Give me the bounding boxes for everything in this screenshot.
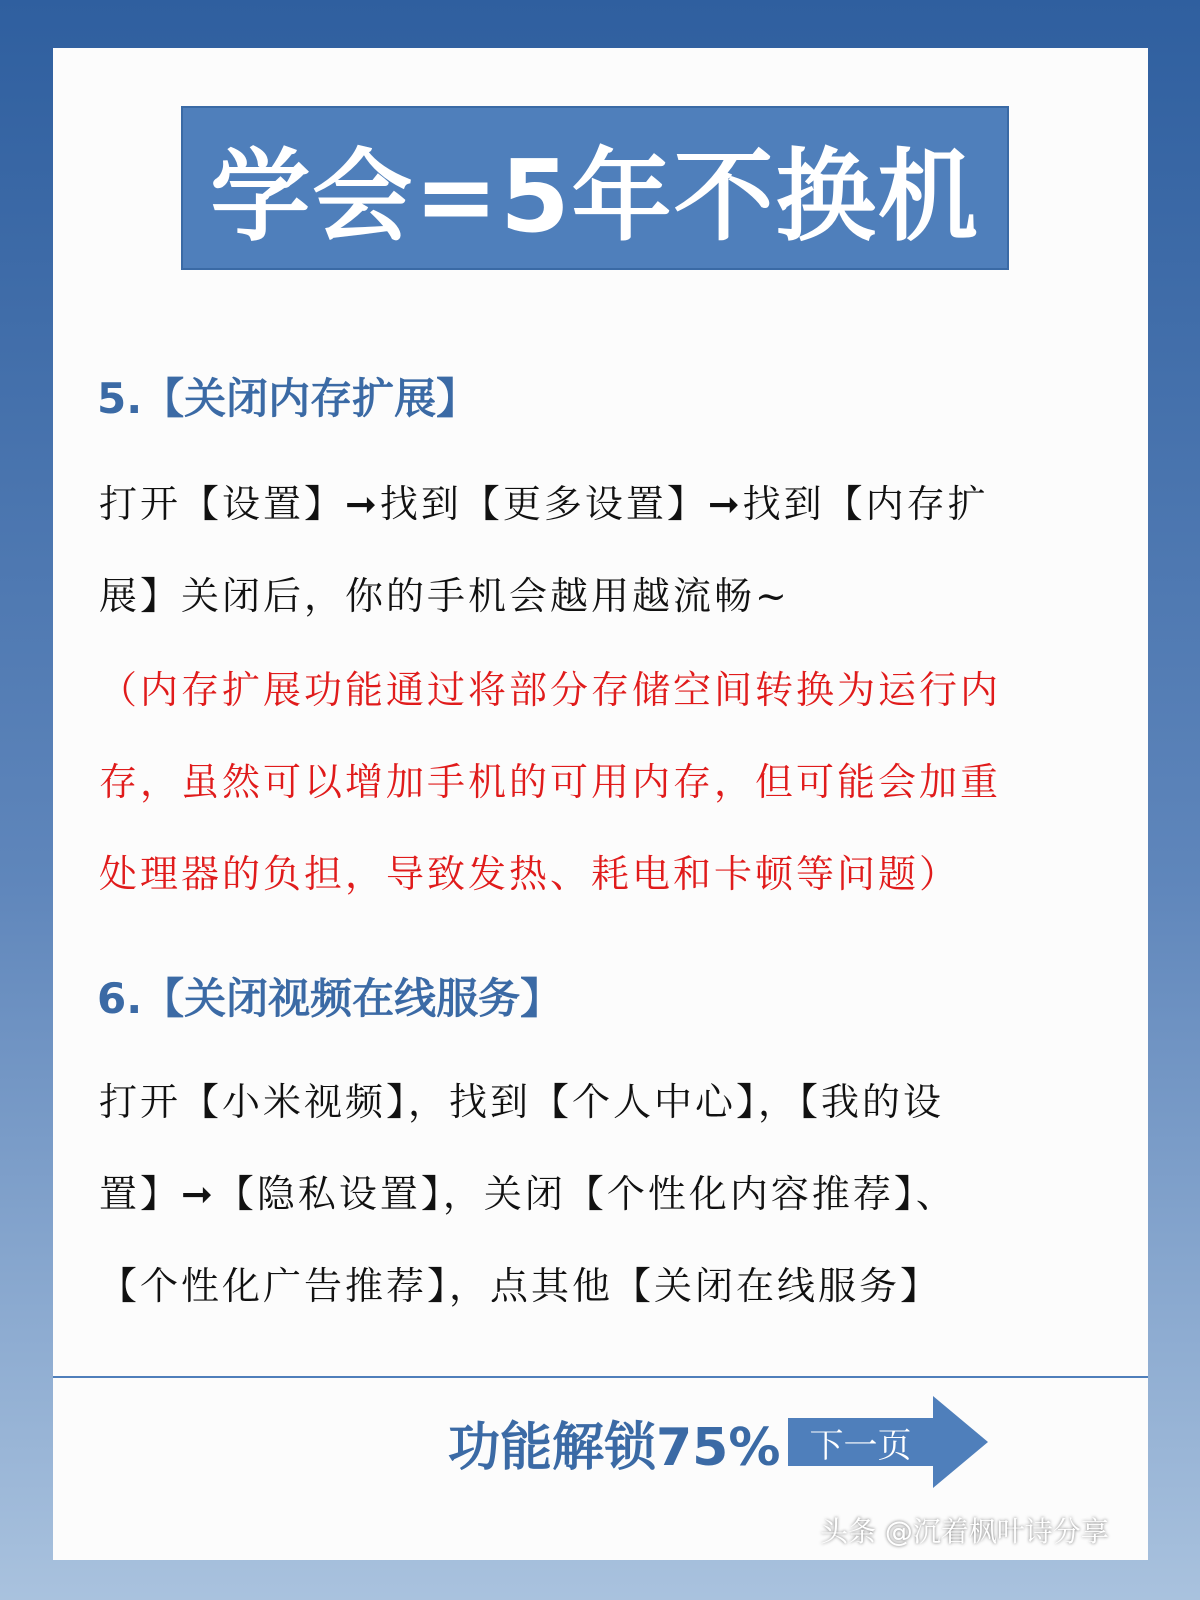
section-5-note-line: 处理器的负担，导致发热、耗电和卡顿等问题） xyxy=(99,852,961,896)
section-6-body-line: 打开【小米视频】，找到【个人中心】，【我的设 xyxy=(99,1080,945,1124)
page-title: 学会=5年不换机 xyxy=(210,138,980,255)
watermark: 头条 @沉着枫叶诗分享 xyxy=(820,1515,1109,1548)
unlock-progress-label: 功能解锁75% xyxy=(448,1418,781,1478)
section-5-note-line: 存，虽然可以增加手机的可用内存，但可能会加重 xyxy=(99,760,1002,804)
section-6-body-line: 置】➞【隐私设置】，关闭【个性化内容推荐】、 xyxy=(99,1172,957,1216)
section-6-body xyxy=(99,1056,1099,1332)
section-5-body xyxy=(99,458,1099,642)
section-6-heading: 6.【关闭视频在线服务】 xyxy=(97,974,563,1023)
section-6-body-line: 【个性化广告推荐】，点其他【关闭在线服务】 xyxy=(99,1264,942,1308)
section-5-note xyxy=(99,644,1099,920)
section-5-body-line: 打开【设置】➞找到【更多设置】➞找到【内存扩 xyxy=(99,482,989,526)
footer-divider xyxy=(53,1376,1148,1378)
section-5-note-line: （内存扩展功能通过将部分存储空间转换为运行内 xyxy=(99,668,1002,712)
section-5-body-line: 展】关闭后，你的手机会越用越流畅~ xyxy=(99,574,790,618)
title-banner xyxy=(181,106,1009,270)
section-5-heading: 5.【关闭内存扩展】 xyxy=(97,374,479,423)
content-card xyxy=(53,48,1148,1560)
next-page-button[interactable]: 下一页 xyxy=(809,1425,912,1466)
